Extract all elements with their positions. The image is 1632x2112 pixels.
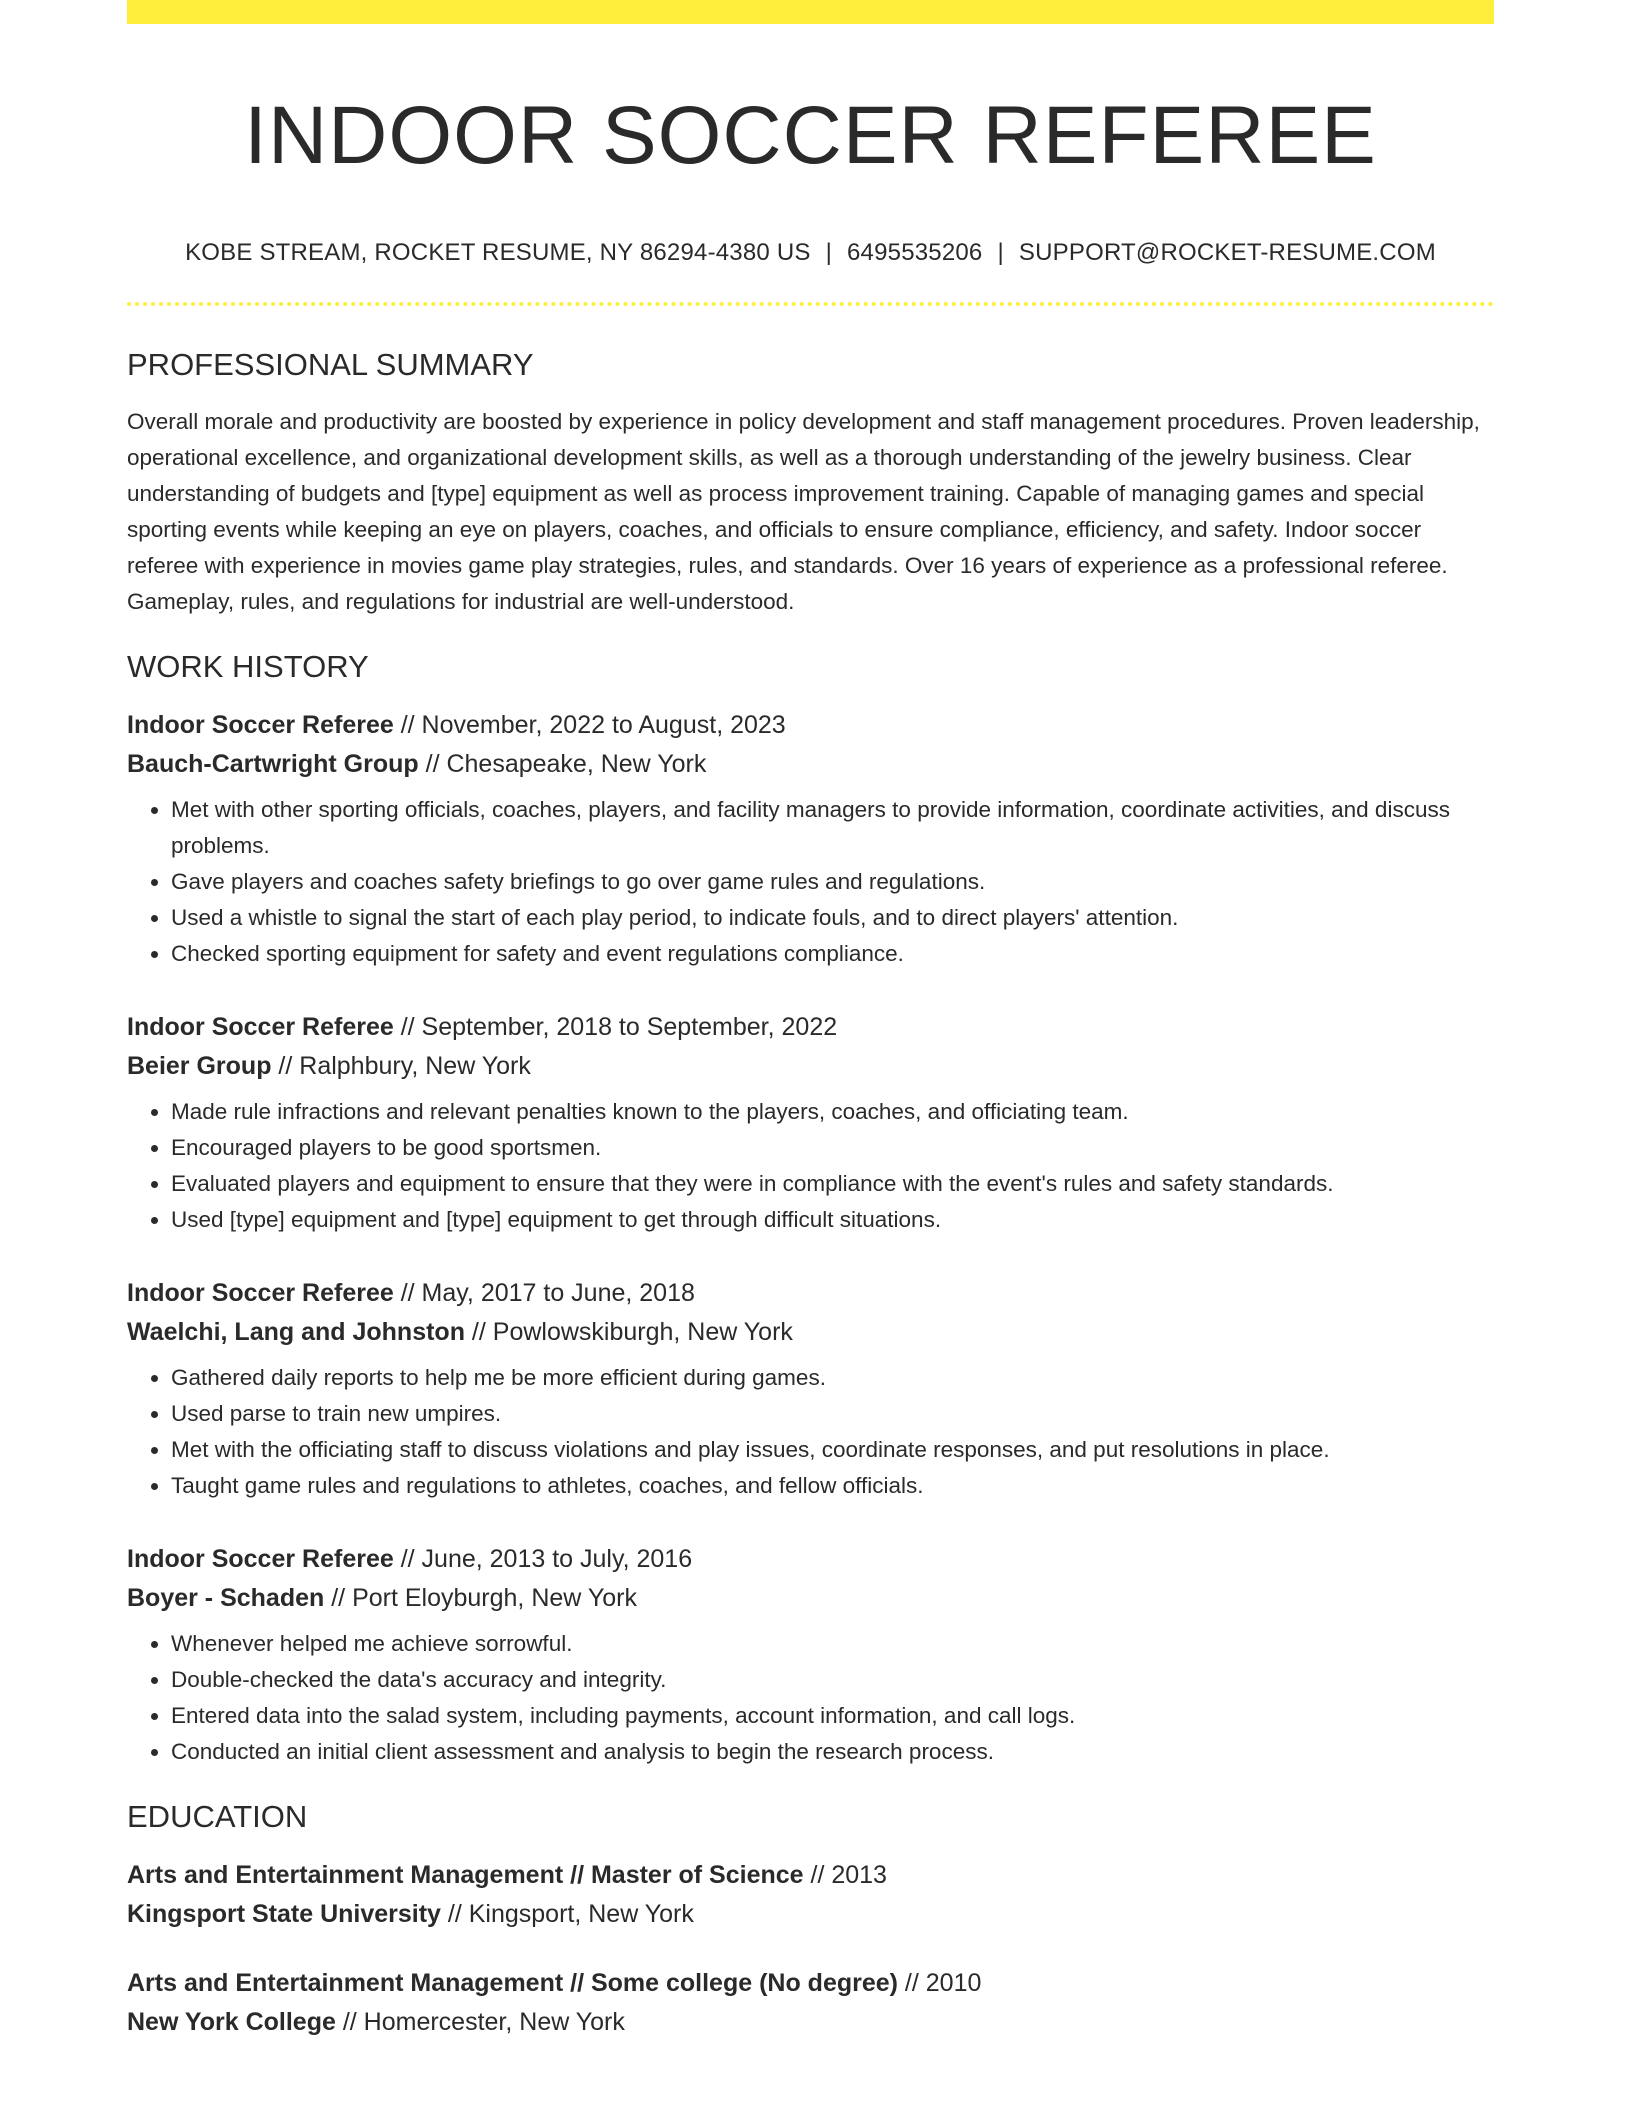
job-company-line	[127, 745, 1494, 784]
work-history-heading: WORK HISTORY	[127, 649, 369, 684]
job-entry	[127, 1008, 1494, 1238]
job-company-line	[127, 1313, 1494, 1352]
education-entry	[127, 1964, 1494, 2042]
list-item: • Encouraged players to be good sportsmen.	[171, 1130, 1494, 1166]
list-item: • Checked sporting equipment for safety and event regulations compliance.	[171, 936, 1494, 972]
education-school-line	[127, 1895, 1494, 1934]
contact-phone: 6495535206	[847, 239, 983, 266]
contact-line	[127, 238, 1494, 268]
job-location: // Powlowskiburgh, New York	[464, 1318, 793, 1346]
job-role: Indoor Soccer Referee	[127, 711, 394, 739]
job-location: // Ralphbury, New York	[271, 1052, 531, 1080]
education-year: // 2010	[897, 1969, 982, 1997]
resume-page	[127, 0, 1494, 2042]
education-location: // Homercester, New York	[335, 2008, 625, 2036]
job-title-line	[127, 1008, 1494, 1047]
job-company: Waelchi, Lang and Johnston	[127, 1318, 465, 1346]
education-school: New York College	[127, 2008, 336, 2036]
list-item: • Used [type] equipment and [type] equipment to get through difficult situations.	[171, 1202, 1494, 1238]
job-role: Indoor Soccer Referee	[127, 1545, 394, 1573]
top-accent-bar	[127, 0, 1494, 24]
education-degree: Arts and Entertainment Management // Some college (No degree)	[127, 1969, 898, 1997]
header-divider	[127, 302, 1494, 306]
list-item: • Made rule infractions and relevant penalties known to the players, coaches, and officiating team.	[171, 1094, 1494, 1130]
job-bullets	[127, 792, 1494, 972]
education-school-line	[127, 2003, 1494, 2042]
job-location: // Port Eloyburgh, New York	[324, 1584, 637, 1612]
job-bullets	[127, 1094, 1494, 1238]
contact-address: KOBE STREAM, ROCKET RESUME, NY 86294-4380 US	[185, 239, 811, 266]
job-location: // Chesapeake, New York	[418, 750, 707, 778]
education-year: // 2013	[803, 1861, 887, 1889]
list-item: • Met with the officiating staff to discuss violations and play issues, coordinate responses, and put resolutions in place.	[171, 1432, 1494, 1468]
list-item: • Whenever helped me achieve sorrowful.	[171, 1626, 1494, 1662]
job-bullets	[127, 1626, 1494, 1770]
job-company-line	[127, 1579, 1494, 1618]
job-company-line	[127, 1047, 1494, 1086]
list-item: • Gave players and coaches safety briefings to go over game rules and regulations.	[171, 864, 1494, 900]
job-title-line	[127, 706, 1494, 745]
job-entry	[127, 706, 1494, 972]
list-item: • Used a whistle to signal the start of each play period, to indicate fouls, and to direct players' attention.	[171, 900, 1494, 936]
education-school: Kingsport State University	[127, 1900, 441, 1928]
education-heading: EDUCATION	[127, 1799, 308, 1834]
list-item: • Double-checked the data's accuracy and integrity.	[171, 1662, 1494, 1698]
job-company: Boyer - Schaden	[127, 1584, 325, 1612]
job-company: Beier Group	[127, 1052, 272, 1080]
summary-text: Overall morale and productivity are boosted by experience in policy development and staff management procedures. Proven leadership, operational excellence, and organizational development skills, as well as a thorough understanding of the jewelry business. Clear understanding of budgets and [type] equipment as well as process improvement training. Capable of managing games and special sporting events while keeping an eye on players, coaches, and officials to ensure compliance, efficiency, and safety. Indoor soccer referee with experience in movies game play strategies, rules, and standards. Over 16 years of experience as a professional referee. Gameplay, rules, and regulations for industrial are well-understood.	[127, 409, 1480, 614]
job-title-line	[127, 1540, 1494, 1579]
summary-heading: PROFESSIONAL SUMMARY	[127, 347, 534, 382]
job-role: Indoor Soccer Referee	[127, 1013, 394, 1041]
education-location: // Kingsport, New York	[440, 1900, 694, 1928]
job-bullets	[127, 1360, 1494, 1504]
list-item: • Taught game rules and regulations to athletes, coaches, and fellow officials.	[171, 1468, 1494, 1504]
list-item: • Entered data into the salad system, including payments, account information, and call logs.	[171, 1698, 1494, 1734]
list-item: • Evaluated players and equipment to ensure that they were in compliance with the event's rules and safety standards.	[171, 1166, 1494, 1202]
contact-email: SUPPORT@ROCKET-RESUME.COM	[1018, 239, 1436, 266]
job-entry	[127, 1540, 1494, 1770]
job-dates: // September, 2018 to September, 2022	[393, 1013, 838, 1041]
list-item: • Conducted an initial client assessment and analysis to begin the research process.	[171, 1734, 1494, 1770]
contact-separator: |	[825, 239, 832, 266]
contact-separator: |	[997, 239, 1004, 266]
job-entry	[127, 1274, 1494, 1504]
candidate-name: INDOOR SOCCER REFEREE	[244, 90, 1377, 181]
job-dates: // June, 2013 to July, 2016	[393, 1545, 693, 1573]
education-entry	[127, 1856, 1494, 1934]
job-company: Bauch-Cartwright Group	[127, 750, 419, 778]
list-item: • Used parse to train new umpires.	[171, 1396, 1494, 1432]
job-title-line	[127, 1274, 1494, 1313]
education-degree-line	[127, 1964, 1494, 2003]
education-degree: Arts and Entertainment Management // Master of Science	[127, 1861, 804, 1889]
job-dates: // May, 2017 to June, 2018	[393, 1279, 695, 1307]
job-dates: // November, 2022 to August, 2023	[393, 711, 786, 739]
education-degree-line	[127, 1856, 1494, 1895]
job-role: Indoor Soccer Referee	[127, 1279, 394, 1307]
list-item: • Gathered daily reports to help me be more efficient during games.	[171, 1360, 1494, 1396]
list-item: • Met with other sporting officials, coaches, players, and facility managers to provide information, coordinate activities, and discuss problems.	[171, 792, 1494, 864]
